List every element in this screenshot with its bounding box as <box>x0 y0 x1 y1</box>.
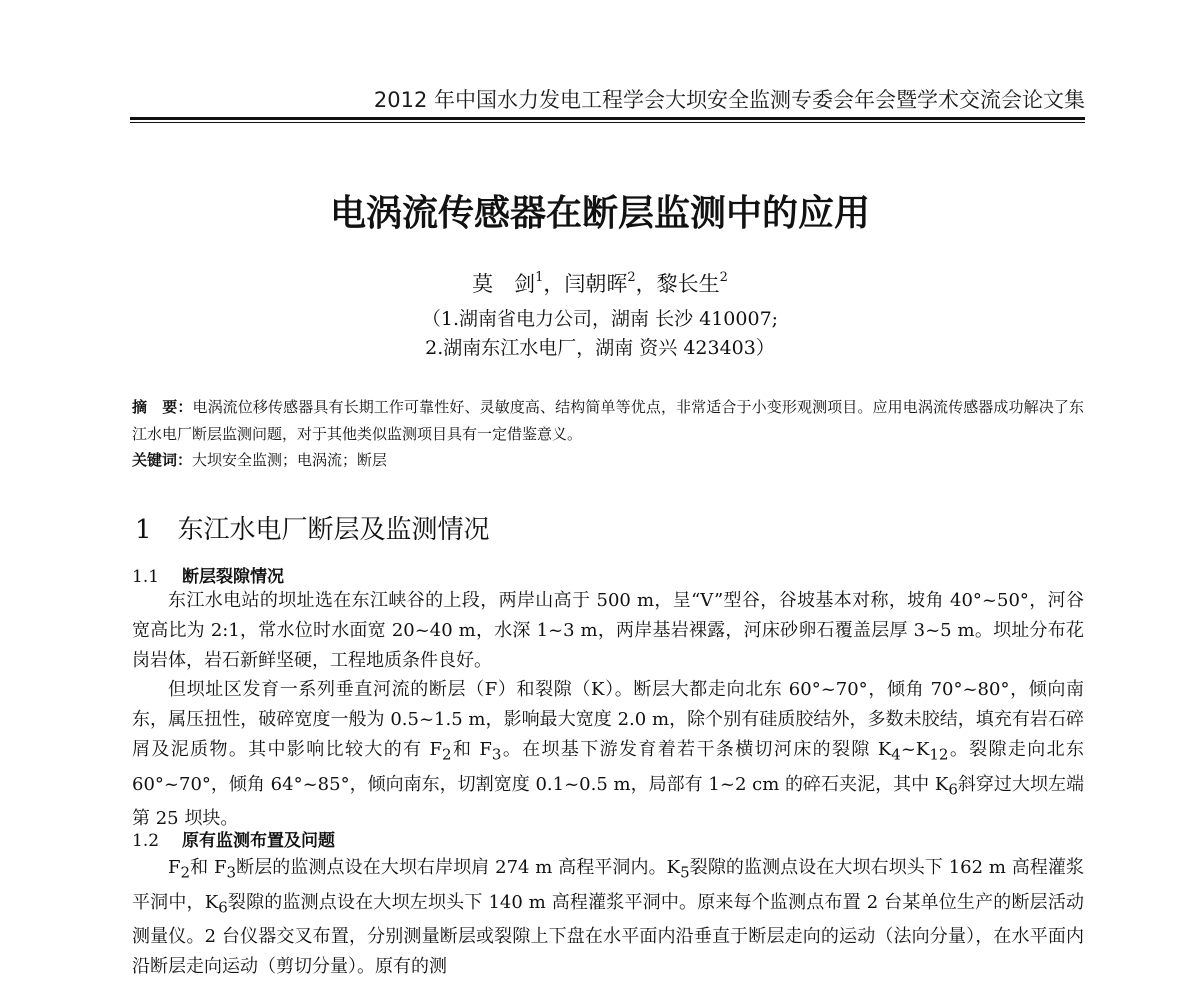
section-number: 1 <box>135 515 152 545</box>
subscript: 3 <box>226 863 237 882</box>
keywords-label: 关键词： <box>132 451 193 469</box>
text-run: F <box>168 857 181 878</box>
paper-title: 电涡流传感器在断层监测中的应用 <box>329 192 870 234</box>
author-name: 闫朝晖 <box>564 272 628 296</box>
subscript: 6 <box>948 780 958 799</box>
text-run: 裂隙的监测点设在大坝左坝头下 140 m 高程灌浆平洞中。原来每个监测点布置 2 台某单位生产的断层活动测量仪。2 台仪器交叉布置，分别测量断层或裂隙上下盘在水平面内沿垂直于断层走向的运动（法向分量），在水平面内沿断层走向运动（剪切分量）。原有的测 <box>132 891 1085 978</box>
subscript: 3 <box>491 745 502 764</box>
affiliation-line-1: （1.湖南省电力公司，湖南 长沙 410007; <box>421 308 779 330</box>
text-run: 。裂隙走向北东 60°~70°，倾角 64°~85°，倾向南东，切割宽度 0.1~0.5 m，局部有 1~2 cm 的碎石夹泥，其中 K <box>132 739 1085 795</box>
subscript: 12 <box>929 745 949 764</box>
subsection-heading-1-2 <box>132 826 335 851</box>
abstract <box>132 394 1084 448</box>
paragraph-2 <box>132 675 1084 834</box>
subsection-title: 原有监测布置及问题 <box>182 831 335 851</box>
subscript: 4 <box>891 745 901 764</box>
text-run: 和 F <box>190 857 227 878</box>
text-run: 裂隙的监测点设在大坝右坝头下 162 m 高程灌浆平洞中，K <box>132 857 1084 913</box>
keywords <box>132 447 1084 474</box>
affiliation-line-2: 2.湖南东江水电厂，湖南 资兴 423403） <box>425 337 775 359</box>
subsection-title: 断层裂隙情况 <box>182 567 284 587</box>
header-rule-thick <box>130 117 1085 120</box>
text-run: 断层的监测点设在大坝右岸坝肩 274 m 高程平洞内。K <box>236 857 681 878</box>
author-affil-mark: 2 <box>719 270 728 285</box>
paragraph-1: 东江水电站的坝址选在东江峡谷的上段，两岸山高于 500 m，呈“V”型谷，谷坡基本对称，坡角 40°~50°，河谷宽高比为 2:1，常水位时水面宽 20~40 m，水深 1~3 m，两岸基岩裸露，河床砂卵石覆盖层厚 3~5 m。坝址分布花岗岩体，岩石新鲜坚硬，工程地质条件良好。 <box>132 590 1084 671</box>
text-run: 但坝址区发育一系列垂直河流的断层（F）和裂隙（K）。断层大都走向北东 60°~70°，倾角 70°~80°，倾向南东，属压扭性，破碎宽度一般为 0.5~1.5 m，影响最大宽度 2.0 m，除个别有硅质胶结外，多数未胶结，填充有岩石碎屑及泥质物。其中影响比较大的有 F <box>132 679 1084 760</box>
author-affil-mark: 1 <box>535 270 544 285</box>
author-line <box>0 268 1200 298</box>
keywords-text: 大坝安全监测；电涡流；断层 <box>192 451 388 469</box>
author-name: 莫 剑 <box>472 272 536 296</box>
subsection-number: 1.1 <box>132 567 160 587</box>
abstract-label: 摘 要： <box>132 398 193 416</box>
subscript: 5 <box>680 863 690 882</box>
text-run: 和 F <box>451 739 492 760</box>
paragraph-3 <box>132 853 1084 982</box>
author-affil-mark: 2 <box>627 270 636 285</box>
subsection-number: 1.2 <box>132 831 160 851</box>
text-run: ~K <box>900 739 930 760</box>
text-run: 斜穿过大坝左端第 25 坝块。 <box>132 773 1084 830</box>
running-header: 2012 年中国水力发电工程学会大坝安全监测专委会年会暨学术交流会论文集 <box>373 88 1085 112</box>
author-name: 黎长生 <box>656 272 720 296</box>
subscript: 2 <box>180 863 191 882</box>
text-run: 。在坝基下游发育着若干条横切河床的裂隙 K <box>501 739 892 760</box>
subsection-heading-1-1 <box>132 562 284 587</box>
author-separator: ， <box>635 272 657 296</box>
section-title: 东江水电厂断层及监测情况 <box>177 515 490 545</box>
abstract-text: 电涡流位移传感器具有长期工作可靠性好、灵敏度高、结构简单等优点，非常适合于小变形观测项目。应用电涡流传感器成功解决了东江水电厂断层监测问题，对于其他类似监测项目具有一定借鉴意义。 <box>132 398 1084 443</box>
header-rule-thin <box>130 122 1085 123</box>
subscript: 6 <box>218 898 228 917</box>
author-separator: ， <box>543 272 565 296</box>
section-heading-1 <box>135 509 490 546</box>
subscript: 2 <box>442 745 452 764</box>
